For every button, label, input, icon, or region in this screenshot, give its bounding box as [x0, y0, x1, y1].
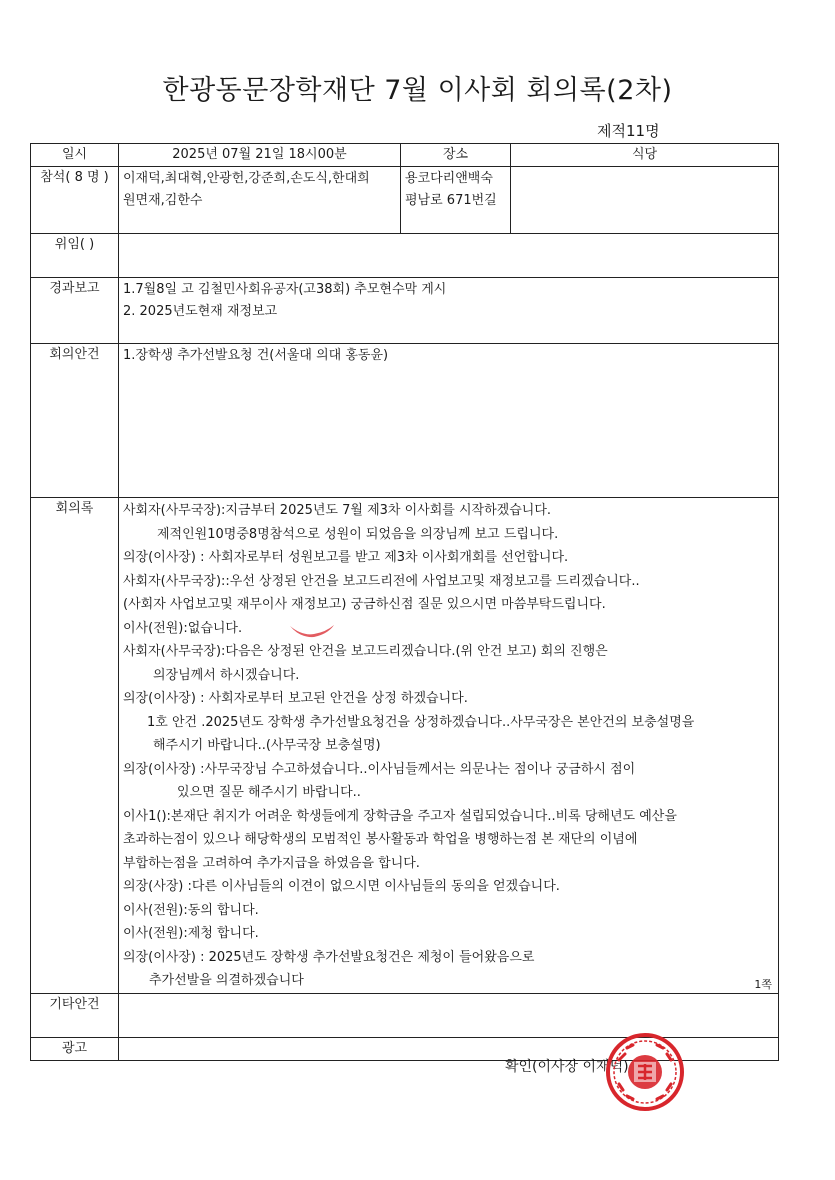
- venue-name: 용코다리앤백숙: [405, 171, 493, 186]
- other-label: 기타안건: [31, 993, 119, 1037]
- confirmation-signature: 확인(이사장 이재덕): [505, 1059, 629, 1075]
- minutes-line: 의장(이사장) : 사회자로부터 보고된 안건을 상정 하겠습니다.: [123, 691, 468, 706]
- attendance-row: [31, 167, 779, 234]
- progress-item: 1.7월8일 고 김철민사회유공자(고38회) 추모현수막 게시: [123, 282, 447, 297]
- proxy-row: [31, 234, 779, 278]
- other-value: [119, 993, 779, 1037]
- minutes-body: [119, 498, 778, 993]
- minutes-line: 제적인원10명중8명참석으로 성원이 되었음을 의장님께 보고 드립니다.: [157, 526, 559, 542]
- venue-address: 평남로 671번길: [405, 193, 497, 208]
- minutes-row: [31, 498, 779, 994]
- place-value: 식당: [511, 144, 779, 167]
- minutes-line: (사회자 사업보고및 재무이사 재정보고) 궁금하신점 질문 있으시면 마씀부탁드립니다.: [123, 597, 606, 612]
- agenda-row: [31, 344, 779, 498]
- document-number: 제적11명: [597, 122, 660, 140]
- minutes-line: 해주시기 바랍니다..(사무국장 보충설명): [153, 738, 381, 753]
- minutes-line: 사회자(사무국장):다음은 상정된 안건을 보고드리겠습니다.(위 안건 보고) 회의 진행은: [123, 644, 608, 659]
- proxy-label: 위임( ): [31, 234, 119, 278]
- minutes-table: [30, 143, 779, 1061]
- progress-row: [31, 278, 779, 344]
- document-title: 한광동문장학재단 7월 이사회 회의록(2차): [162, 75, 673, 106]
- notice-label: 광고: [31, 1037, 119, 1060]
- attendee-names-line2: 원면재,김한수: [123, 193, 203, 208]
- place-label: 장소: [401, 144, 511, 167]
- progress-label: 경과보고: [31, 278, 119, 344]
- minutes-line: 의장(사장) :다른 이사님들의 이견이 없으시면 이사님들의 동의을 얻겠습니다.: [123, 879, 560, 894]
- minutes-line: 부합하는점을 고려하여 추가지급을 하였음을 합니다.: [123, 855, 420, 871]
- date-label: 일시: [31, 144, 119, 167]
- minutes-line: 있으면 질문 해주시기 바랍니다..: [177, 785, 361, 800]
- agenda-label: 회의안건: [31, 344, 119, 498]
- proxy-value: [119, 234, 779, 278]
- attendance-label: 참석( 8 명 ): [31, 167, 119, 234]
- minutes-line: 사회자(사무국장)::우선 상정된 안건을 보고드리전에 사업보고및 재정보고를 드리겠습니다..: [123, 573, 640, 589]
- minutes-line: 초과하는점이 있으나 해당학생의 모범적인 봉사활동과 학업을 병행하는점 본 재단의 이념에: [123, 832, 638, 847]
- minutes-line: 추가선발을 의결하겠습니다: [149, 973, 304, 988]
- minutes-line: 1호 안건 .2025년도 장학생 추가선발요청건을 상정하겠습니다..사무국장은 본안건의 보충설명을: [147, 714, 695, 730]
- date-value: 2025년 07월 21일 18시00분: [119, 144, 401, 167]
- red-ink-stain: [288, 622, 336, 640]
- minutes-line: 이사(전원):없습니다.: [123, 620, 243, 636]
- minutes-line: 이사(전원):제청 합니다.: [123, 926, 259, 941]
- date-row: [31, 144, 779, 167]
- progress-item: 2. 2025년도현재 재정보고: [123, 304, 278, 319]
- minutes-line: 이사1():본재단 취지가 어려운 학생들에게 장학금을 주고자 설립되었습니다..비록 당해년도 예산을: [123, 808, 677, 824]
- page-number: 1쪽: [754, 977, 772, 991]
- minutes-line: 의장(이사장) :사무국장님 수고하셨습니다..이사님들께서는 의문나는 점이나 궁금하시 점이: [123, 761, 636, 777]
- minutes-line: 의장(이사장) : 사회자로부터 성원보고를 받고 제3차 이사회개회를 선언합니다.: [123, 550, 569, 565]
- minutes-line: 의장(이사장) : 2025년도 장학생 추가선발요청건은 제청이 들어왔음으로: [123, 949, 535, 965]
- official-seal-stamp: [605, 1032, 685, 1112]
- attendee-names-line1: 이재덕,최대혁,안광헌,강준희,손도식,한대희: [123, 171, 370, 186]
- other-row: [31, 993, 779, 1037]
- minutes-line: 이사(전원):동의 합니다.: [123, 902, 259, 918]
- minutes-line: 사회자(사무국장):지금부터 2025년도 7월 제3차 이사회를 시작하겠습니다.: [123, 503, 552, 518]
- minutes-line: 의장님께서 하시겠습니다.: [153, 667, 300, 683]
- attendance-blank: [511, 167, 779, 234]
- agenda-item: 1.장학생 추가선발요청 건(서울대 의대 홍동윤): [123, 348, 389, 363]
- minutes-label: 회의록: [31, 498, 119, 994]
